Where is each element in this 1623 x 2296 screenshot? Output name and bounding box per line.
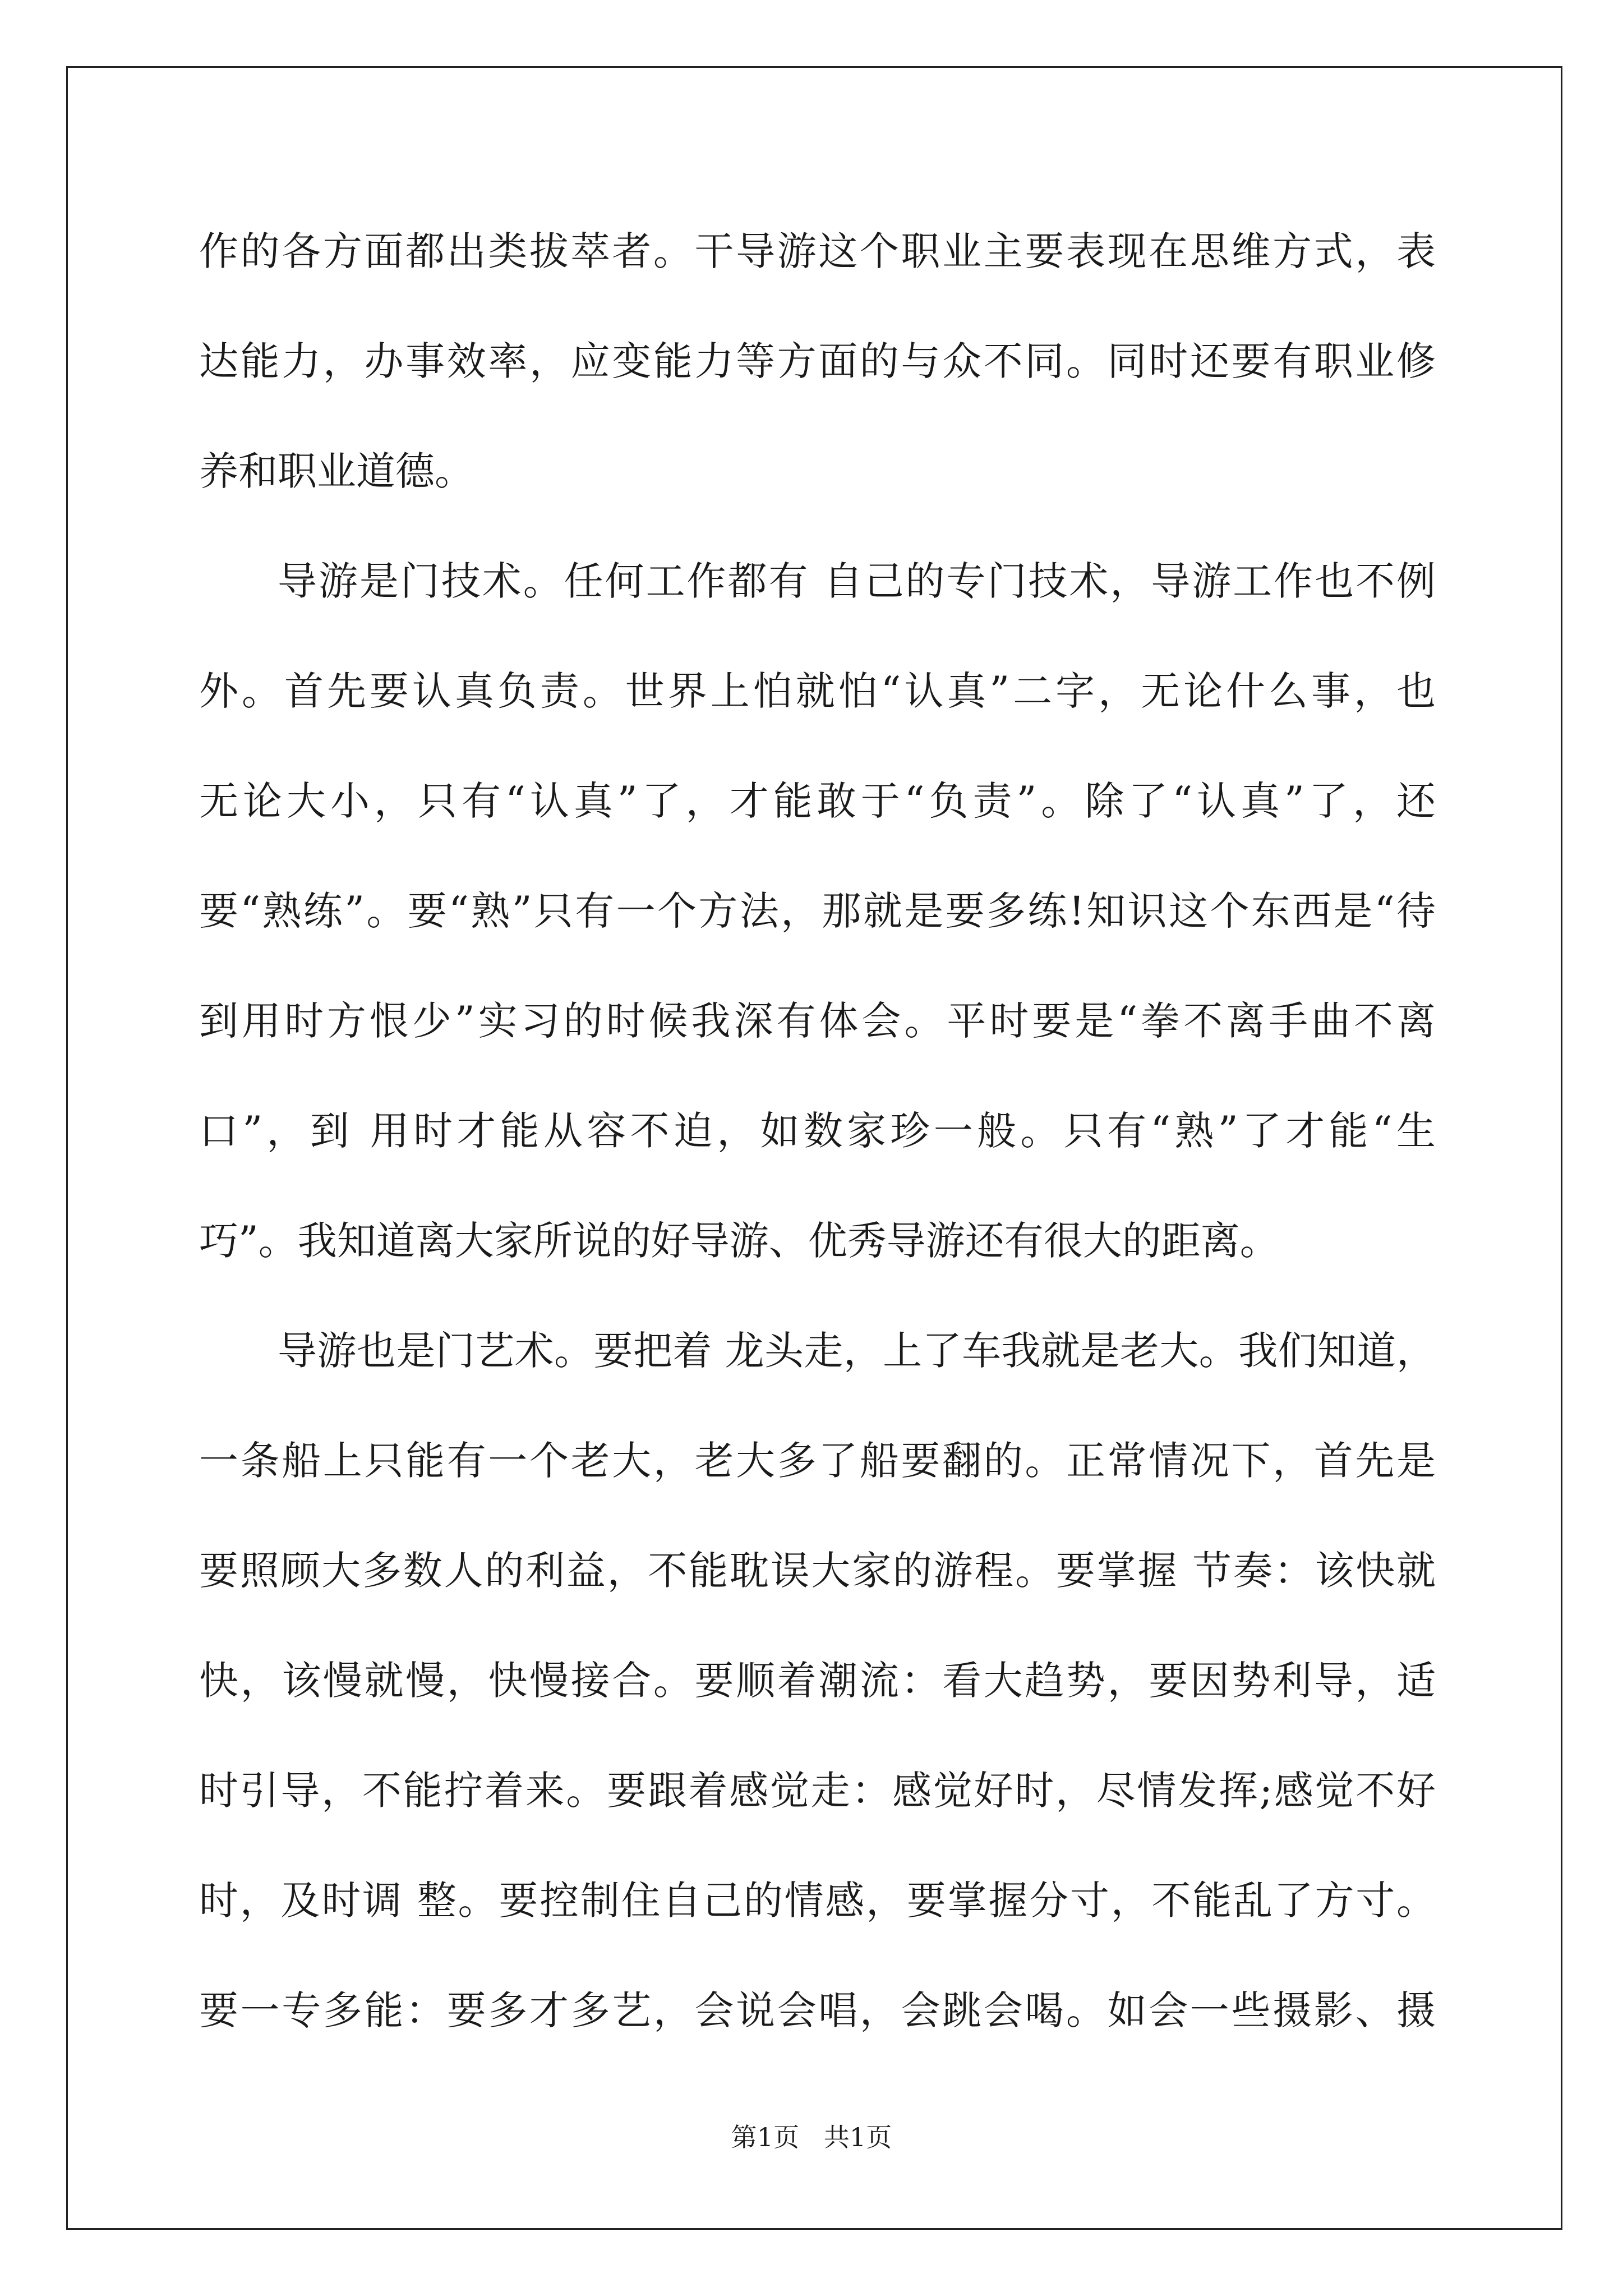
page-footer: 第1页 共1页 <box>731 2122 892 2152</box>
paragraph-first-line: 导游是门技术。任何工作都有 自己的专门技术，导游工作也不例 <box>278 558 1436 604</box>
text-line: 达能力，办事效率，应变能力等方面的与众不同。同时还要有职业修 <box>199 338 1436 384</box>
paragraph-first-line: 导游也是门艺术。要把着 龙头走，上了车我就是老大。我们知道， <box>278 1328 1436 1374</box>
text-line: 时，及时调 整。要控制住自己的情感，要掌握分寸，不能乱了方寸。 <box>199 1878 1436 1924</box>
text-line: 作的各方面都出类拔萃者。干导游这个职业主要表现在思维方式，表 <box>199 228 1436 274</box>
text-line: 要一专多能：要多才多艺，会说会唱，会跳会喝。如会一些摄影、摄 <box>199 1987 1436 2033</box>
text-line: 养和职业道德。 <box>199 448 474 494</box>
text-line: 口”，到 用时才能从容不迫，如数家珍一般。只有“熟”了才能“生 <box>199 1108 1436 1154</box>
text-line: 巧”。我知道离大家所说的好导游、优秀导游还有很大的距离。 <box>199 1218 1279 1264</box>
text-line: 快，该慢就慢，快慢接合。要顺着潮流：看大趋势，要因势利导，适 <box>199 1658 1436 1704</box>
text-line: 到用时方恨少”实习的时候我深有体会。平时要是“拳不离手曲不离 <box>199 998 1436 1044</box>
document-body <box>199 212 1436 2081</box>
text-line: 外。首先要认真负责。世界上怕就怕“认真”二字，无论什么事，也 <box>199 668 1436 714</box>
text-line: 时引导，不能拧着来。要跟着感觉走：感觉好时，尽情发挥;感觉不好 <box>199 1768 1436 1814</box>
text-line: 要“熟练”。要“熟”只有一个方法，那就是要多练!知识这个东西是“待 <box>199 888 1436 934</box>
text-line: 要照顾大多数人的利益，不能耽误大家的游程。要掌握 节奏：该快就 <box>199 1548 1436 1594</box>
text-line: 一条船上只能有一个老大，老大多了船要翻的。正常情况下，首先是 <box>199 1438 1436 1484</box>
text-line: 无论大小，只有“认真”了，才能敢于“负责”。除了“认真”了，还 <box>199 778 1436 824</box>
